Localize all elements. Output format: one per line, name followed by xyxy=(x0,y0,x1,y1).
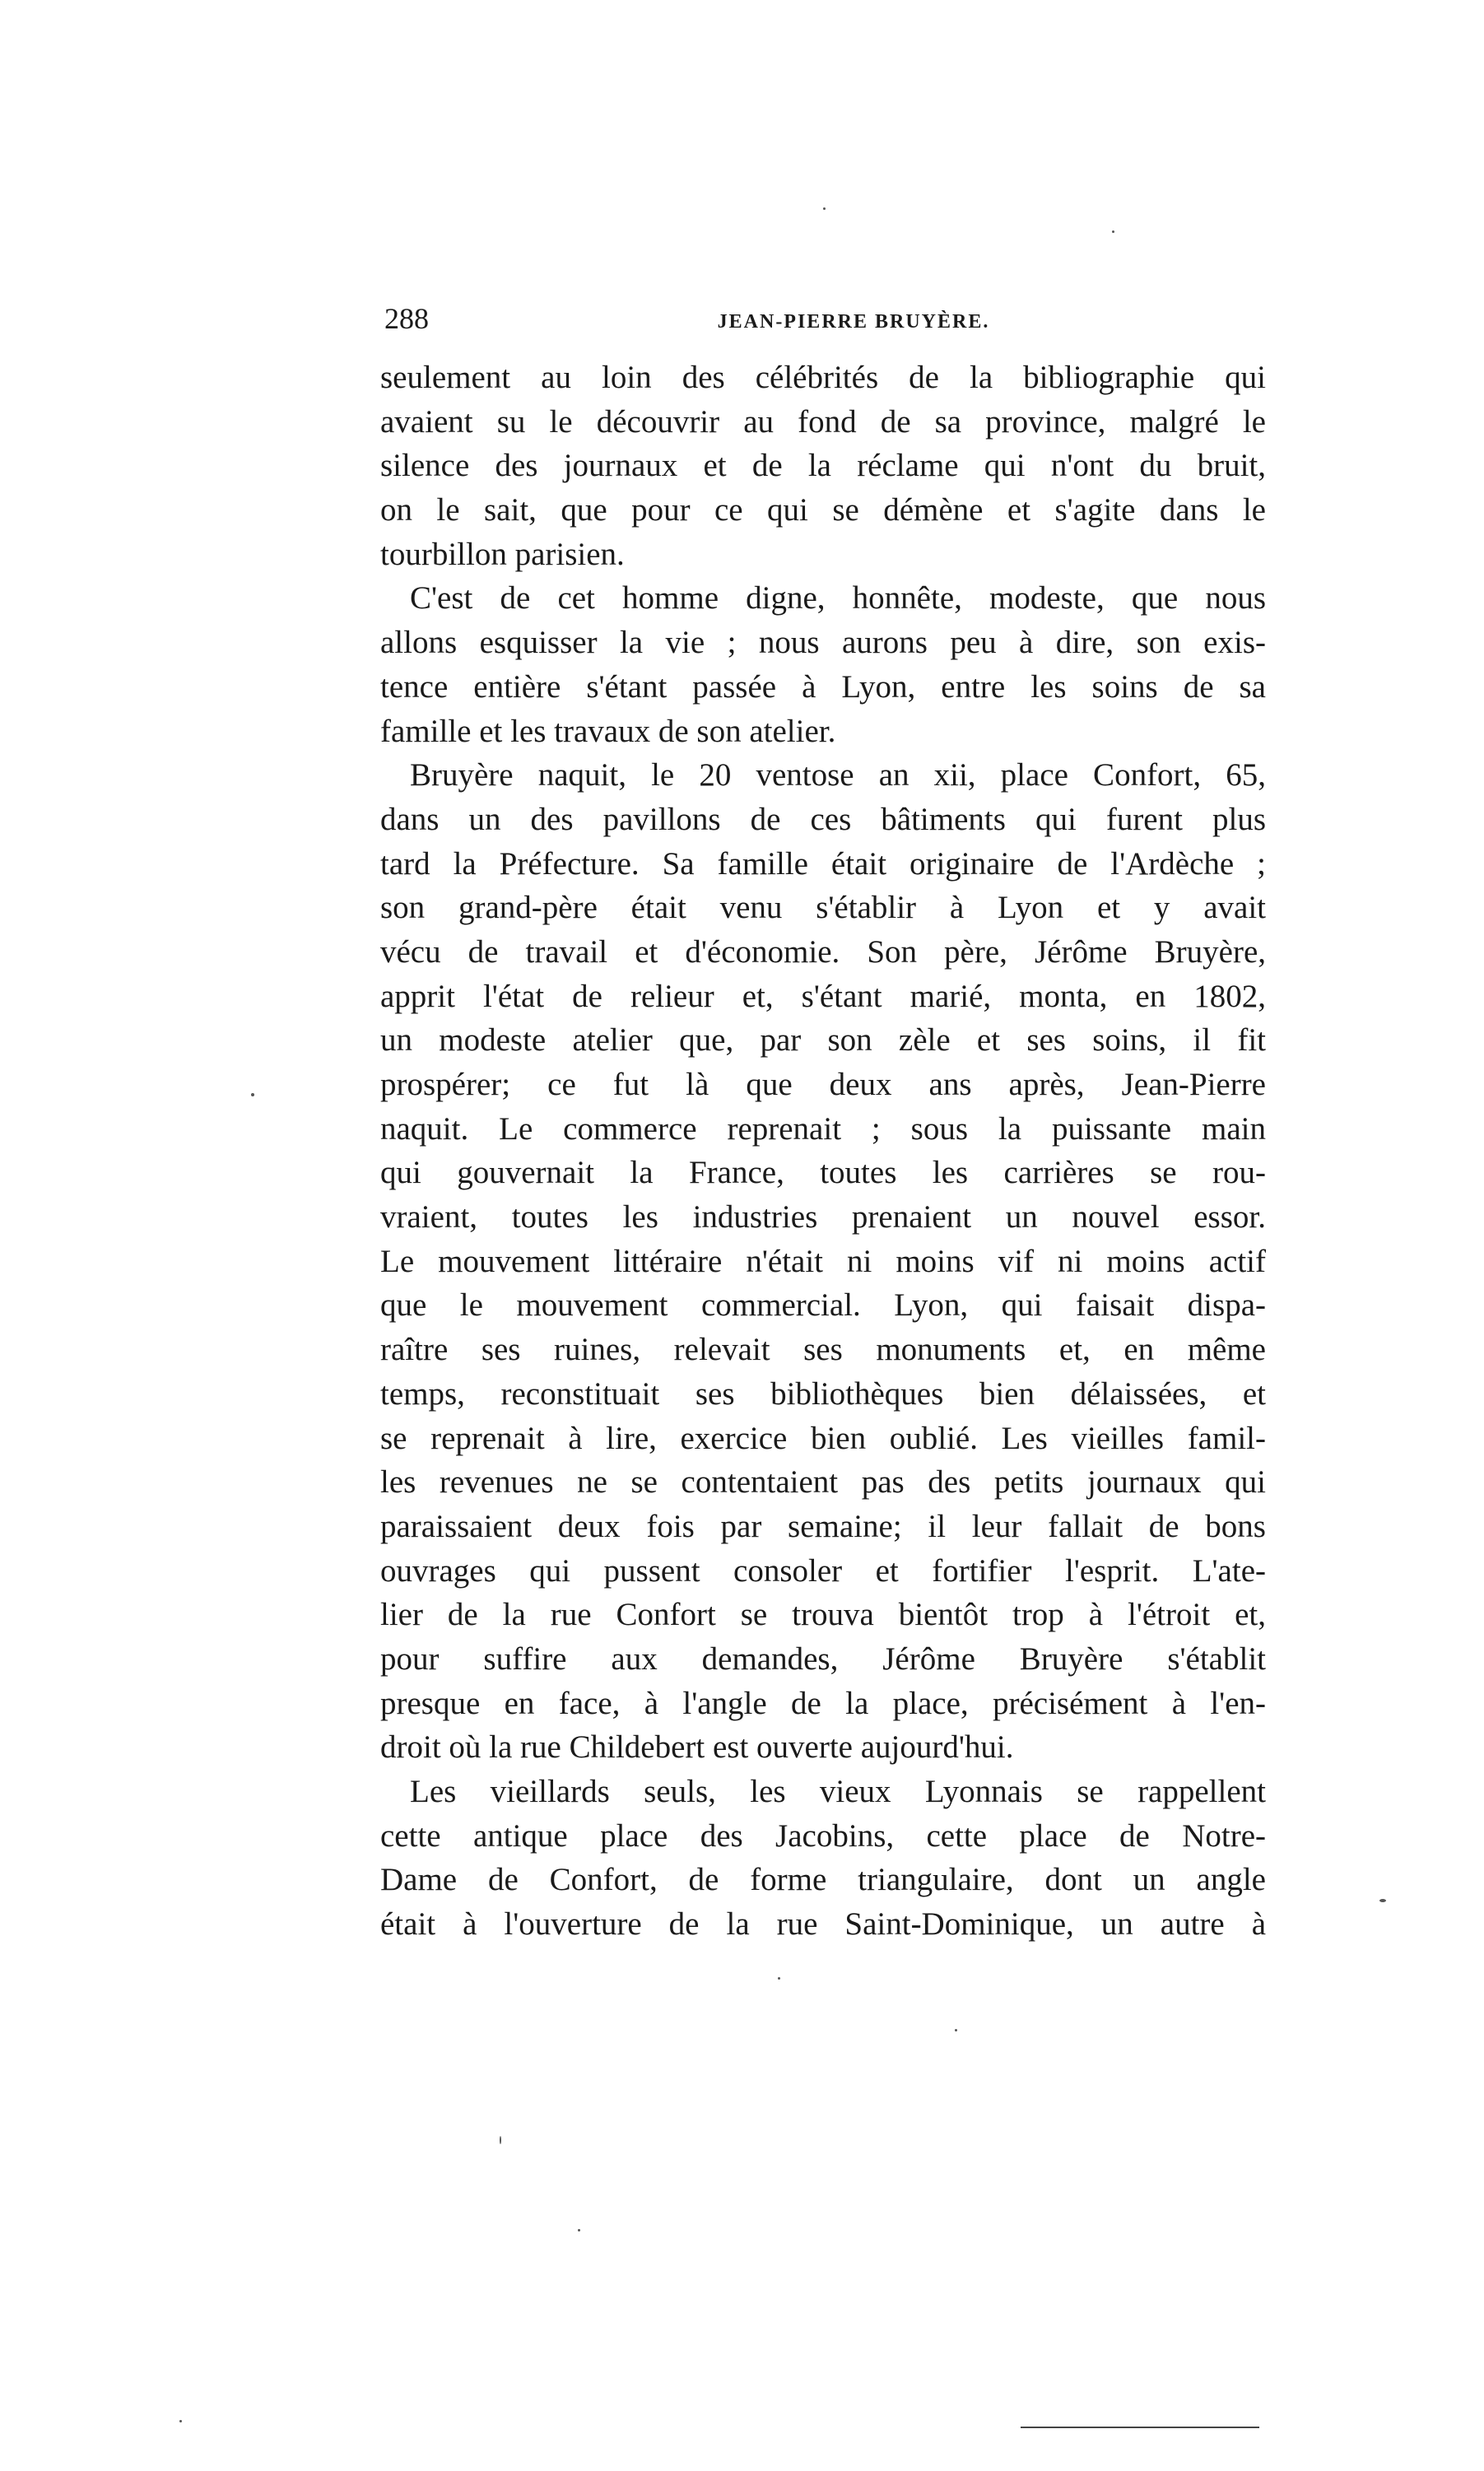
text-line: les revenues ne se contentaient pas des petits journaux qui xyxy=(380,1464,1266,1501)
text-line: temps, reconstituait ses bibliothèques bien délaissées, et xyxy=(380,1375,1266,1412)
text-line: allons esquisser la vie ; nous aurons peu à dire, son exis- xyxy=(380,625,1266,661)
text-line: ouvrages qui pussent consoler et fortifier l'esprit. L'ate- xyxy=(380,1552,1266,1589)
text-line: silence des journaux et de la réclame qui n'ont du bruit, xyxy=(380,448,1266,484)
text-line: Dame de Confort, de forme triangulaire, dont un angle xyxy=(380,1862,1266,1898)
text-line: était à l'ouverture de la rue Saint-Dominique, un autre à xyxy=(380,1906,1266,1943)
text-line: vraient, toutes les industries prenaient un nouvel essor. xyxy=(380,1199,1266,1236)
scan-speck xyxy=(179,2420,182,2422)
page-number: 288 xyxy=(384,302,429,335)
text-line: Le mouvement littéraire n'était ni moins vif ni moins actif xyxy=(380,1243,1266,1279)
scan-speck xyxy=(578,2229,580,2231)
text-line: raître ses ruines, relevait ses monuments et, en même xyxy=(380,1332,1266,1368)
text-line: lier de la rue Confort se trouva bientôt trop à l'étroit et, xyxy=(380,1597,1266,1633)
text-line: apprit l'état de relieur et, s'étant marié, monta, en 1802, xyxy=(380,978,1266,1014)
scan-speck xyxy=(251,1093,254,1096)
text-line: naquit. Le commerce reprenait ; sous la puissante main xyxy=(380,1110,1266,1147)
text-line: tourbillon parisien. xyxy=(380,536,625,572)
text-line: que le mouvement commercial. Lyon, qui faisait dispa- xyxy=(380,1287,1266,1324)
text-line: C'est de cet homme digne, honnête, modeste, que nous xyxy=(410,580,1266,617)
text-line: cette antique place des Jacobins, cette place de Notre- xyxy=(380,1817,1266,1854)
scan-speck xyxy=(778,1977,780,1980)
text-line: droit où la rue Childebert est ouverte aujourd'hui. xyxy=(380,1729,1014,1766)
text-line: paraissaient deux fois par semaine; il leur fallait de bons xyxy=(380,1508,1266,1544)
text-line: Les vieillards seuls, les vieux Lyonnais se rappellent xyxy=(410,1774,1266,1809)
body-text xyxy=(380,356,1266,1947)
scan-speck xyxy=(1112,230,1114,233)
text-line: tard la Préfecture. Sa famille était originaire de l'Ardèche ; xyxy=(380,845,1266,882)
text-line: avaient su le découvrir au fond de sa province, malgré le xyxy=(380,403,1266,440)
text-line: presque en face, à l'angle de la place, précisément à l'en- xyxy=(380,1685,1266,1721)
scan-speck xyxy=(823,207,826,210)
text-line: famille et les travaux de son atelier. xyxy=(380,713,836,749)
text-line: prospérer; ce fut là que deux ans après, Jean-Pierre xyxy=(380,1067,1266,1102)
text-line: tence entière s'étant passée à Lyon, entre les soins de sa xyxy=(380,668,1266,705)
scan-speck xyxy=(500,2136,501,2144)
text-line: Bruyère naquit, le 20 ventose an xii, place Confort, 65, xyxy=(410,757,1266,793)
scan-speck xyxy=(1379,1899,1386,1902)
text-line: un modeste atelier que, par son zèle et ses soins, il fit xyxy=(380,1022,1266,1059)
bottom-rule xyxy=(1021,2427,1259,2428)
text-line: pour suffire aux demandes, Jérôme Bruyère s'établit xyxy=(380,1640,1266,1677)
scan-speck xyxy=(955,2029,957,2031)
text-line: on le sait, que pour ce qui se démène et s'agite dans le xyxy=(380,492,1266,528)
text-line: qui gouvernait la France, toutes les carrières se rou- xyxy=(380,1155,1266,1191)
running-title: JEAN-PIERRE BRUYÈRE. xyxy=(717,311,990,333)
text-line: seulement au loin des célébrités de la bibliographie qui xyxy=(380,360,1266,395)
text-line: dans un des pavillons de ces bâtiments qui furent plus xyxy=(380,801,1266,837)
text-line: son grand-père était venu s'établir à Lyon et y avait xyxy=(380,890,1266,926)
text-line: se reprenait à lire, exercice bien oublié. Les vieilles famil- xyxy=(380,1420,1266,1456)
text-line: vécu de travail et d'économie. Son père, Jérôme Bruyère, xyxy=(380,933,1266,970)
page-header xyxy=(384,298,1273,339)
